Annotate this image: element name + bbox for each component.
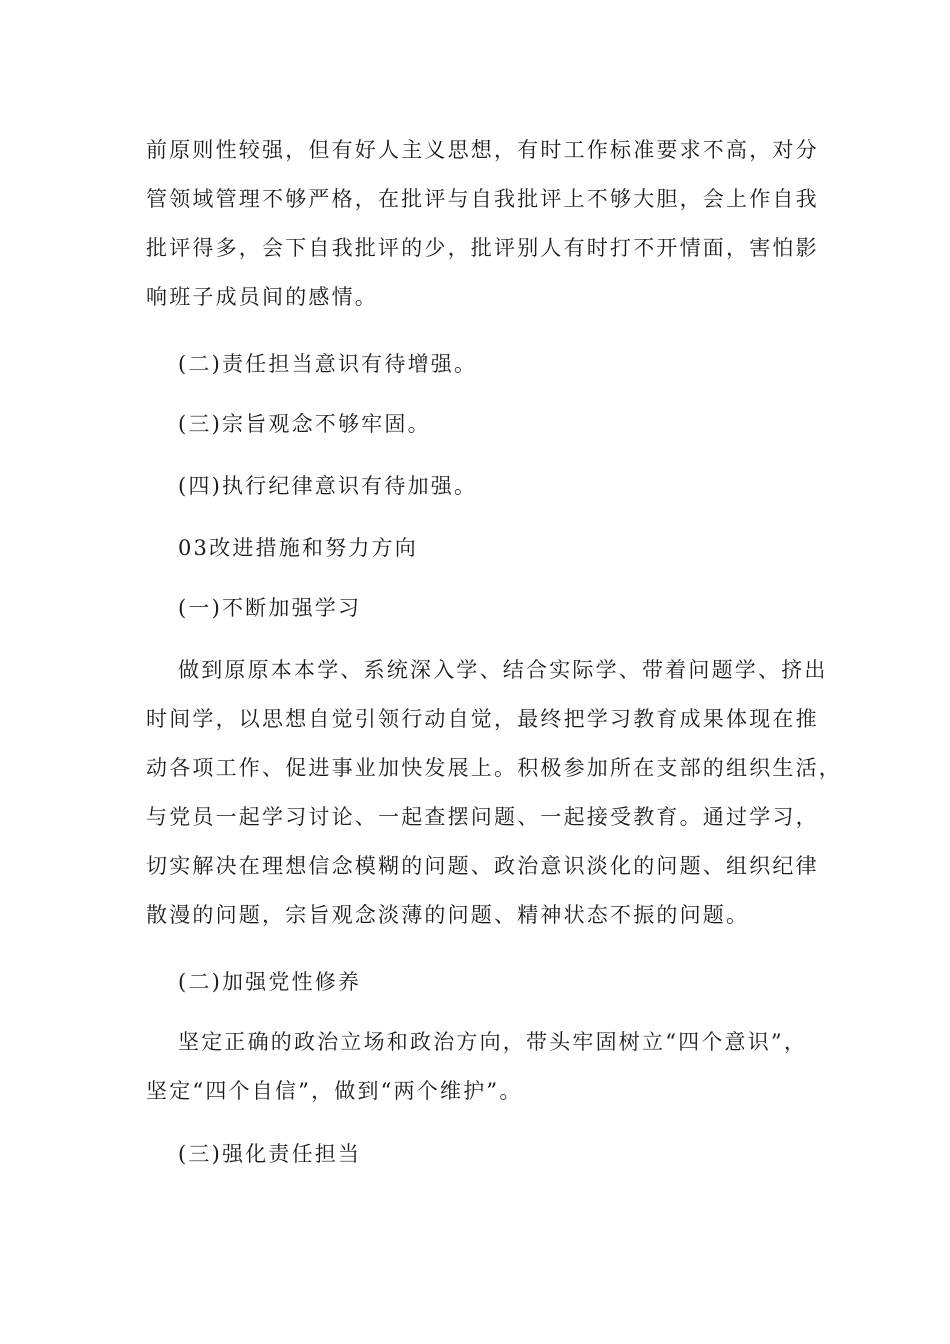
section-heading [178, 524, 798, 573]
paragraph-continuation [146, 126, 819, 322]
text-line: 时间学，以思想自觉引领行动自觉，最终把学习教育成果体现在推 [146, 707, 819, 731]
subheading [178, 1130, 798, 1179]
text-line: 坚定正确的政治立场和政治方向，带头牢固树立“四个意识”， [178, 1030, 808, 1054]
subheading [178, 340, 798, 389]
text-line: 做到原原本本学、系统深入学、结合实际学、带着问题学、挤出 [178, 658, 828, 682]
paragraph [146, 646, 842, 940]
subheading [178, 400, 798, 449]
subheading-text: (二)责任担当意识有待增强。 [178, 352, 478, 376]
section-heading-text: 03改进措施和努力方向 [178, 536, 418, 560]
text-line: 散漫的问题，宗旨观念淡薄的问题、精神状态不振的问题。 [146, 903, 750, 927]
text-line: 切实解决在理想信念模糊的问题、政治意识淡化的问题、组织纪律 [146, 854, 819, 878]
subheading [178, 584, 798, 633]
subheading-text: (三)宗旨观念不够牢固。 [178, 412, 431, 436]
subheading-text: (一)不断加强学习 [178, 596, 362, 620]
text-line: 管领域管理不够严格，在批评与自我批评上不够大胆，会上作自我 [146, 187, 819, 211]
text-line: 动各项工作、促进事业加快发展上。积极参加所在支部的组织生活， [146, 756, 842, 780]
subheading-text: (四)执行纪律意识有待加强。 [178, 474, 478, 498]
subheading [178, 462, 798, 511]
paragraph [146, 1018, 810, 1116]
text-line: 与党员一起学习讨论、一起查摆问题、一起接受教育。通过学习， [146, 805, 819, 829]
text-line: 响班子成员间的感情。 [146, 285, 378, 309]
text-line: 批评得多，会下自我批评的少，批评别人有时打不开情面，害怕影 [146, 236, 819, 260]
subheading-text: (二)加强党性修养 [178, 970, 362, 994]
text-line: 坚定“四个自信”，做到“两个维护”。 [146, 1079, 523, 1103]
subheading-text: (三)强化责任担当 [178, 1142, 362, 1166]
text-line: 前原则性较强，但有好人主义思想，有时工作标准要求不高，对分 [146, 138, 819, 162]
subheading [178, 958, 798, 1007]
